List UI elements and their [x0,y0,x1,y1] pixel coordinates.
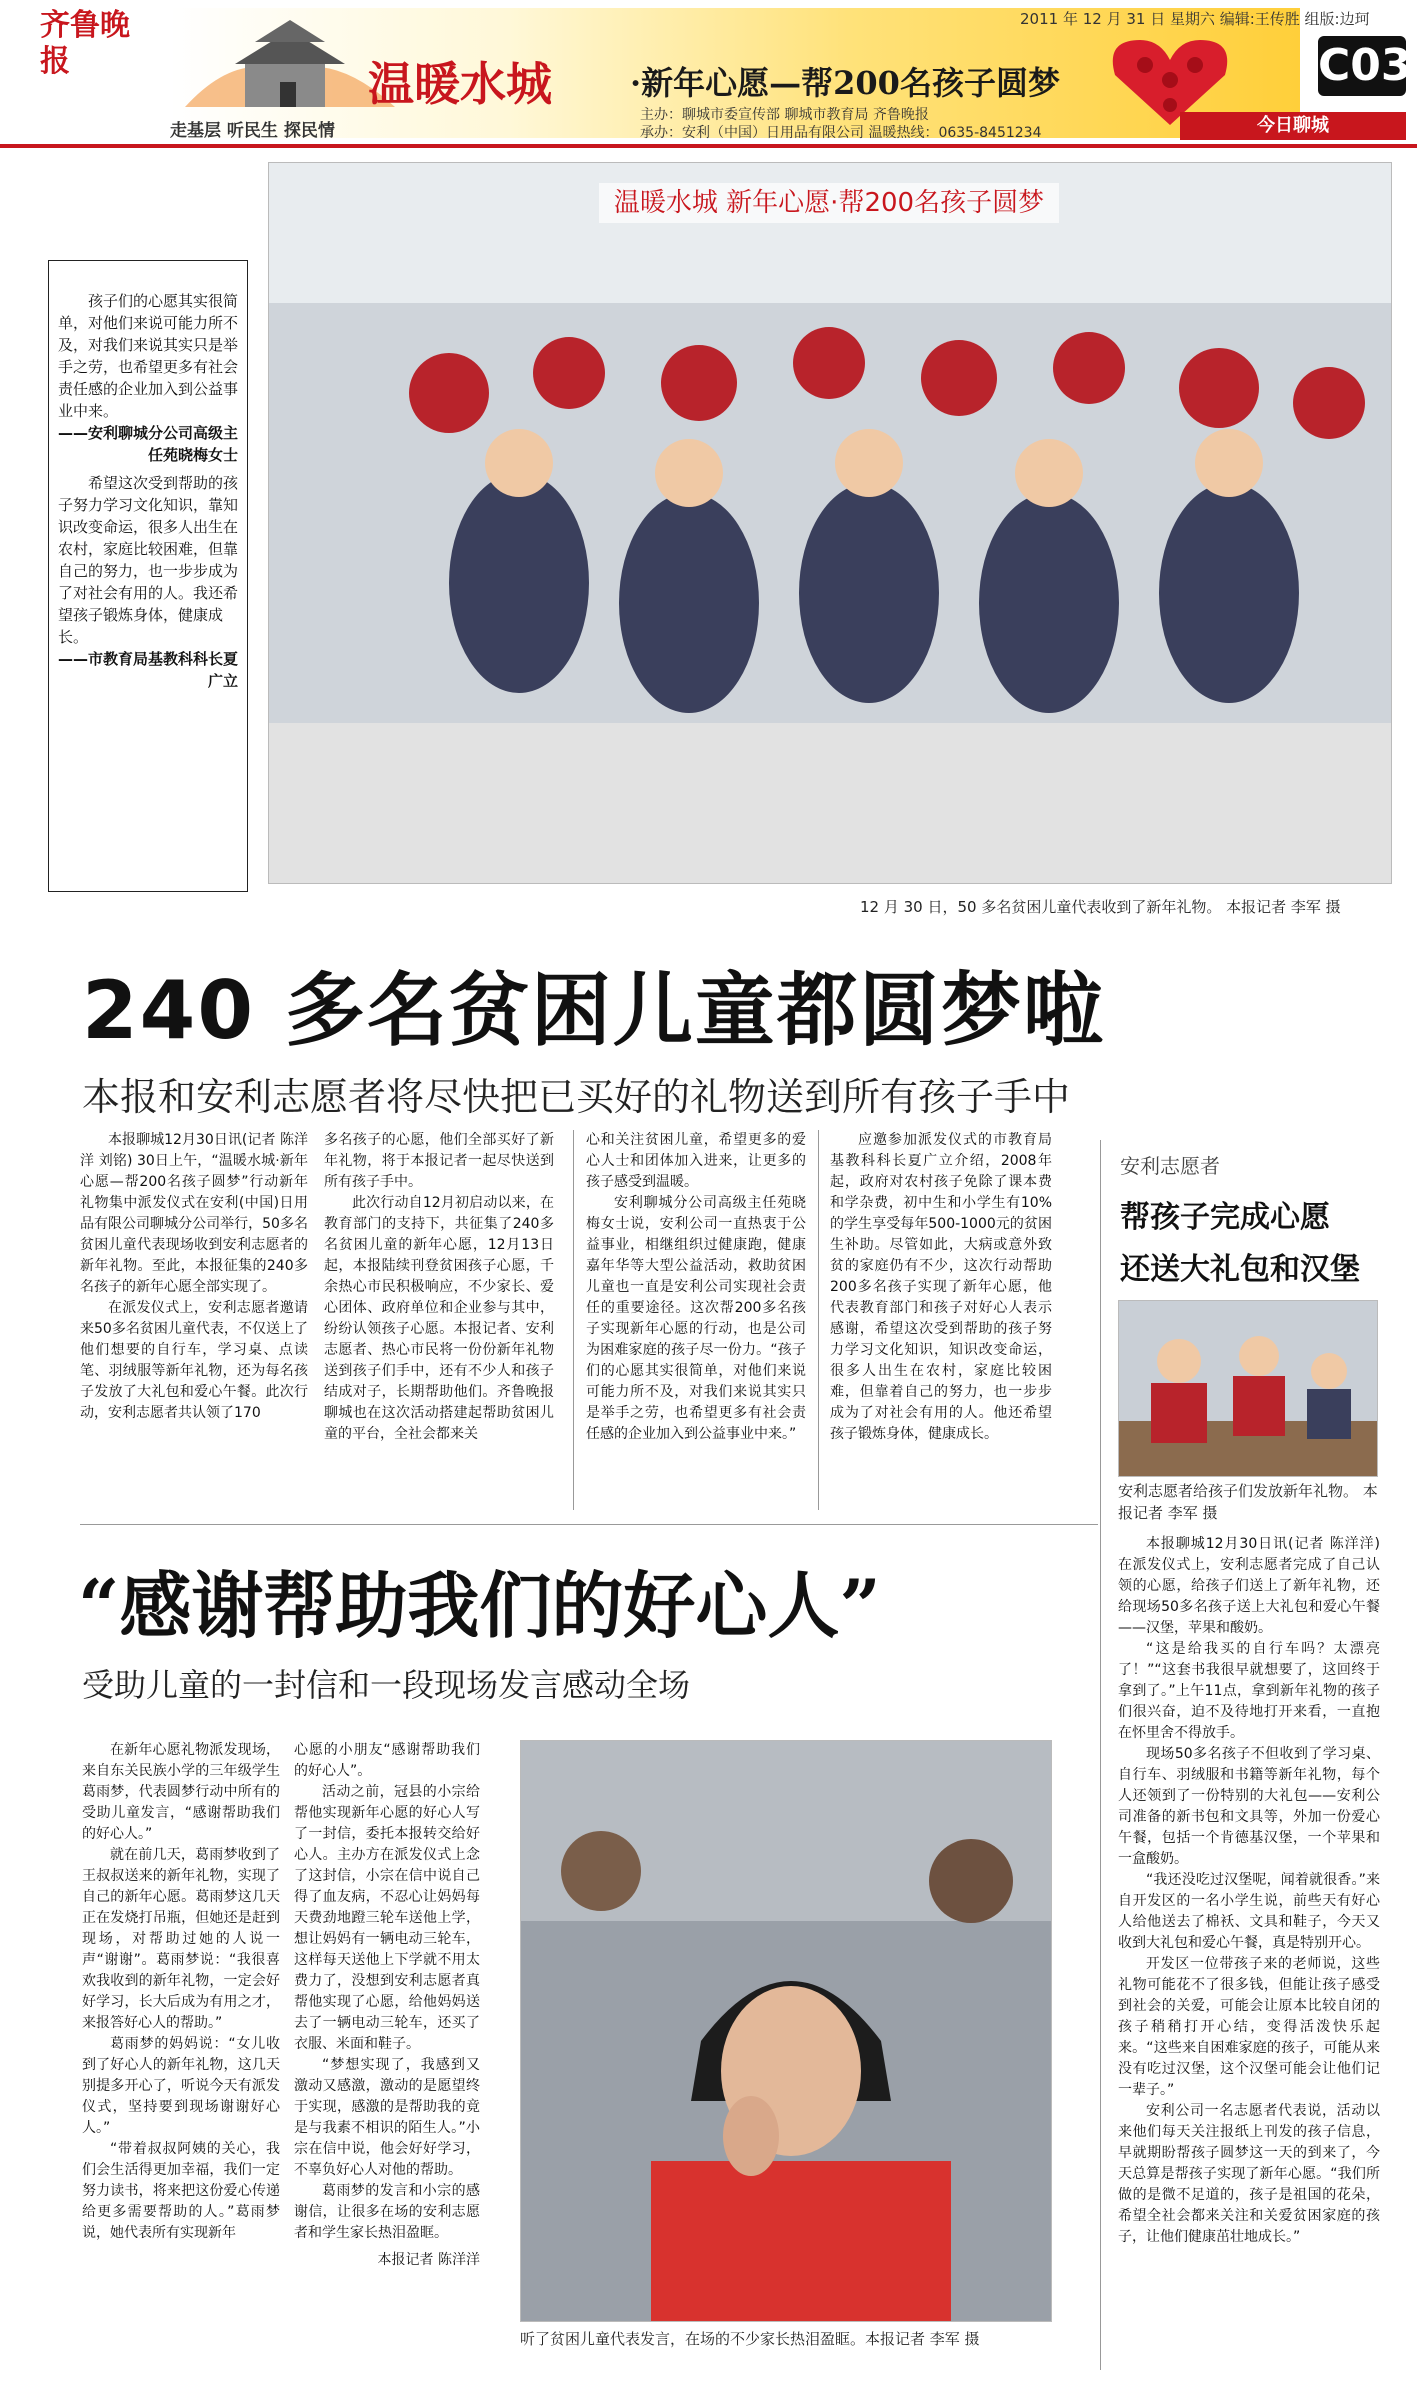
article2-headline: “感谢帮助我们的好心人” [78,1563,881,1648]
article2-paragraph: 葛雨梦的发言和小宗的感谢信，让很多在场的安利志愿者和学生家长热泪盈眶。 [294,2183,480,2241]
article2-photo [520,1740,1052,2322]
main-photo-caption: 12 月 30 日，50 多名贫困儿童代表收到了新年礼物。 本报记者 李军 摄 [860,898,1341,916]
article1-paragraph: 心和关注贫困儿童，希望更多的爱心人士和团体加入进来，让更多的孩子感受到温暖。 [586,1132,806,1190]
sidebar-photo-caption: 安利志愿者给孩子们发放新年礼物。 本报记者 李军 摄 [1118,1482,1378,1522]
article1-column-1 [80,1130,308,1424]
article2-paragraph: 在新年心愿礼物派发现场，来自东关民族小学的三年级学生葛雨梦，代表圆梦行动中所有的受助儿童发言，“感谢帮助我们的好心人。” [82,1742,280,1842]
article2-paragraph: 心愿的小朋友“感谢帮助我们的好心人”。 [294,1742,480,1779]
photo-banner-text: 温暖水城 新年心愿·帮200名孩子圆梦 [613,188,1045,218]
co-host-line: 承办：安利（中国）日用品有限公司 温暖热线：0635-8451234 [640,125,1042,141]
article2-paragraph: 葛雨梦的妈妈说：“女儿收到了好心人的新年礼物，这几天别提多开心了，听说今天有派发仪式，坚持要到现场谢谢好心人。” [82,2036,280,2136]
sidebar-divider [1100,1140,1101,2370]
article2-paragraph: 就在前几天，葛雨梦收到了王叔叔送来的新年礼物，实现了自己的新年心愿。葛雨梦这几天正在发烧打吊瓶，但她还是赶到现场，对帮助过她的人说一声“谢谢”。葛雨梦说：“我很喜欢我收到的新年礼物，一定会好好学习，长大后成为有用之才，来报答好心人的帮助。” [82,1847,280,2031]
article1-paragraph: 多名孩子的心愿，他们全部买好了新年礼物，将于本报记者一起尽快送到所有孩子手中。 [324,1132,554,1190]
paper-logo: 齐鲁晚报 [40,8,130,79]
article1-paragraph: 安利聊城分公司高级主任苑晓梅女士说，安利公司一直热衷于公益事业，相继组织过健康跑，健康嘉年华等大型公益活动，救助贫困儿童也一直是安利公司实现社会责任的重要途径。这次帮200多名孩子实现新年心愿的行动，也是公司为困难家庭的孩子尽一份力。“孩子们的心愿其实很简单，对他们来说可能力所不及，对我们来说其实只是举手之劳，也希望更多有社会责任感的企业加入到公益事业中来。” [586,1195,806,1442]
page-number: C03 [1318,36,1406,96]
article1-paragraph: 在派发仪式上，安利志愿者邀请来50多名贫困儿童代表，不仅送上了他们想要的自行车，学习桌、点读笔、羽绒服等新年礼物，还为每名孩子发放了大礼包和爱心午餐。此次行动，安利志愿者共认领了170 [80,1300,308,1421]
article1-paragraph: 应邀参加派发仪式的市教育局基教科科长夏广立介绍，2008年起，政府对农村孩子免除了课本费和学杂费，初中生和小学生有10%的学生享受每年500-1000元的贫困生补助。尽管如此，大病或意外致贫的家庭仍有不少，这次行动帮助200多名孩子实现了新年心愿，他代表教育部门和孩子对好心人表示感谢，希望这次受到帮助的孩子努力学习文化知识，知识改变命运，很多人出生在农村，家庭比较困难，但靠着自己的努力，也一步步成为了对社会有用的人。他还希望孩子锻炼身体，健康成长。 [830,1132,1052,1442]
sidebar-title-1: 帮孩子完成心愿 [1120,1200,1330,1235]
article2-paragraph: “带着叔叔阿姨的关心，我们会生活得更加幸福，我们一定努力读书，将来把这份爱心传递给更多需要帮助的人。”葛雨梦说，她代表所有实现新年 [82,2141,280,2241]
article1-headline: 240 多名贫困儿童都圆梦啦 [82,964,1105,1057]
sidebar-photo [1118,1300,1378,1477]
issue-dateline: 2011 年 12 月 31 日 星期六 编辑:王传胜 组版:边珂 [1020,10,1370,28]
sidebar-paragraph: 安利公司一名志愿者代表说，活动以来他们每天关注报纸上刊发的孩子信息，早就期盼帮孩子圆梦这一天的到来了，今天总算是帮孩子实现了新年心愿。“我们所做的是微不足道的，孩子是祖国的花朵，希望全社会都来关注和关爱贫困家庭的孩子，让他们健康茁壮地成长。” [1118,2103,1380,2245]
article2-subhead: 受助儿童的一封信和一段现场发言感动全场 [82,1666,691,1704]
sidebar-paragraph: “这是给我买的自行车吗？太漂亮了！”“这套书我很早就想要了，这回终于拿到了。”上午11点，拿到新年礼物的孩子们很兴奋，迫不及待地打开来看，一直抱在怀里舍不得放手。 [1118,1641,1380,1741]
main-photo [268,162,1392,884]
article1-column-4 [830,1130,1052,1445]
column-divider [818,1130,819,1510]
article2-paragraph: 活动之前，冠县的小宗给帮他实现新年心愿的好心人写了一封信，委托本报转交给好心人。主办方在派发仪式上念了这封信，小宗在信中说自己得了血友病，不忍心让妈妈每天费劲地蹬三轮车送他上学，想让妈妈有一辆电动三轮车，这样每天送他上下学就不用太费力了，没想到安利志愿者真帮他实现了心愿，给他妈妈送去了一辆电动三轮车，还买了衣服、米面和鞋子。 [294,1784,480,2052]
section-tab: 今日聊城 [1180,112,1406,140]
sidebar-paragraph: 现场50多名孩子不但收到了学习桌、自行车、羽绒服和书籍等新年礼物，每个人还领到了一份特别的大礼包——安利公司准备的新书包和文具等，外加一份爱心午餐，包括一个肯德基汉堡，一个苹果和一盒酸奶。 [1118,1746,1380,1867]
host-line: 主办：聊城市委宣传部 聊城市教育局 齐鲁晚报 [640,107,929,123]
masthead-rule [0,144,1417,148]
quote-2-signature: ——市教育局基教科科长夏广立 [58,650,239,690]
crying-mother-photo-illustration [521,1741,1051,2321]
article1-subhead: 本报和安利志愿者将尽快把已买好的礼物送到所有孩子手中 [82,1075,1071,1119]
group-photo-illustration [269,163,1391,883]
campaign-title: ·新年心愿—帮200名孩子圆梦 [630,64,1060,102]
article1-column-2 [324,1130,554,1445]
sidebar-title-2: 还送大礼包和汉堡 [1120,1252,1360,1287]
article-divider [80,1524,1098,1525]
article1-paragraph: 此次行动自12月初启动以来，在教育部门的支持下，共征集了240多名贫困儿童的新年心愿，12月13日起，本报陆续刊登贫困孩子心愿，千余热心市民积极响应，不少家长、爱心团体、政府单位和企业参与其中，纷纷认领孩子心愿。本报记者、安利志愿者、热心市民将一份份新年礼物送到孩子们手中，还有不少人和孩子结成对子，长期帮助他们。齐鲁晚报聊城也在这次活动搭建起帮助贫困儿童的平台，全社会都来关 [324,1195,554,1442]
article2-byline: 本报记者 陈洋洋 [377,2252,480,2268]
sidebar-label: 安利志愿者 [1120,1154,1220,1178]
campaign-brand: 温暖水城 [368,57,552,111]
sidebar-paragraph: 开发区一位带孩子来的老师说，这些礼物可能花不了很多钱，但能让孩子感受到社会的关爱，可能会让原本比较自闭的孩子稍稍打开心结，变得活泼快乐起来。“这些来自困难家庭的孩子，可能从来没有吃过汉堡，这个汉堡可能会让他们记一辈子。” [1118,1956,1380,2098]
column-divider [573,1130,574,1510]
article2-column-1 [82,1740,280,2244]
masthead-slogan: 走基层 听民生 探民情 [170,121,335,141]
article1-column-3 [586,1130,806,1445]
sidebar-body [1118,1534,1380,2248]
quote-1-signature: ——安利聊城分公司高级主任苑晓梅女士 [58,424,239,464]
sidebar-paragraph: “我还没吃过汉堡呢，闻着就很香。”来自开发区的一名小学生说，前些天有好心人给他送去了棉袄、文具和鞋子，今天又收到大礼包和爱心午餐，真是特别开心。 [1118,1872,1380,1951]
quote-1: 孩子们的心愿其实很简单，对他们来说可能力所不及，对我们来说其实只是举手之劳，也希望更多有社会责任感的企业加入到公益事业中来。 [58,292,239,420]
volunteers-photo-illustration [1119,1301,1377,1476]
quote-content [58,290,238,692]
quote-2: 希望这次受到帮助的孩子努力学习文化知识，靠知识改变命运，很多人出生在农村，家庭比较困难，但靠自己的努力，也一步步成为了对社会有用的人。我还希望孩子锻炼身体，健康成长。 [58,474,239,646]
article2-column-2 [294,1740,480,2271]
article1-paragraph: 本报聊城12月30日讯(记者 陈洋洋 刘铭) 30日上午，“温暖水城·新年心愿—帮200名孩子圆梦”行动新年礼物集中派发仪式在安利(中国)日用品有限公司聊城分公司举行，50多名贫困儿童代表现场收到安利志愿者的新年礼物。至此，本报征集的240多名孩子的新年心愿全部实现了。 [80,1132,308,1295]
article2-photo-caption: 听了贫困儿童代表发言，在场的不少家长热泪盈眶。本报记者 李军 摄 [520,2330,980,2348]
sidebar-paragraph: 本报聊城12月30日讯(记者 陈洋洋) 在派发仪式上，安利志愿者完成了自己认领的心愿，给孩子们送上了新年礼物，还给现场50多名孩子送上大礼包和爱心午餐——汉堡，苹果和酸奶。 [1118,1536,1380,1636]
article2-paragraph: “梦想实现了，我感到又激动又感激，激动的是愿望终于实现，感激的是帮助我的竟是与我素不相识的陌生人。”小宗在信中说，他会好好学习，不辜负好心人对他的帮助。 [294,2057,480,2178]
